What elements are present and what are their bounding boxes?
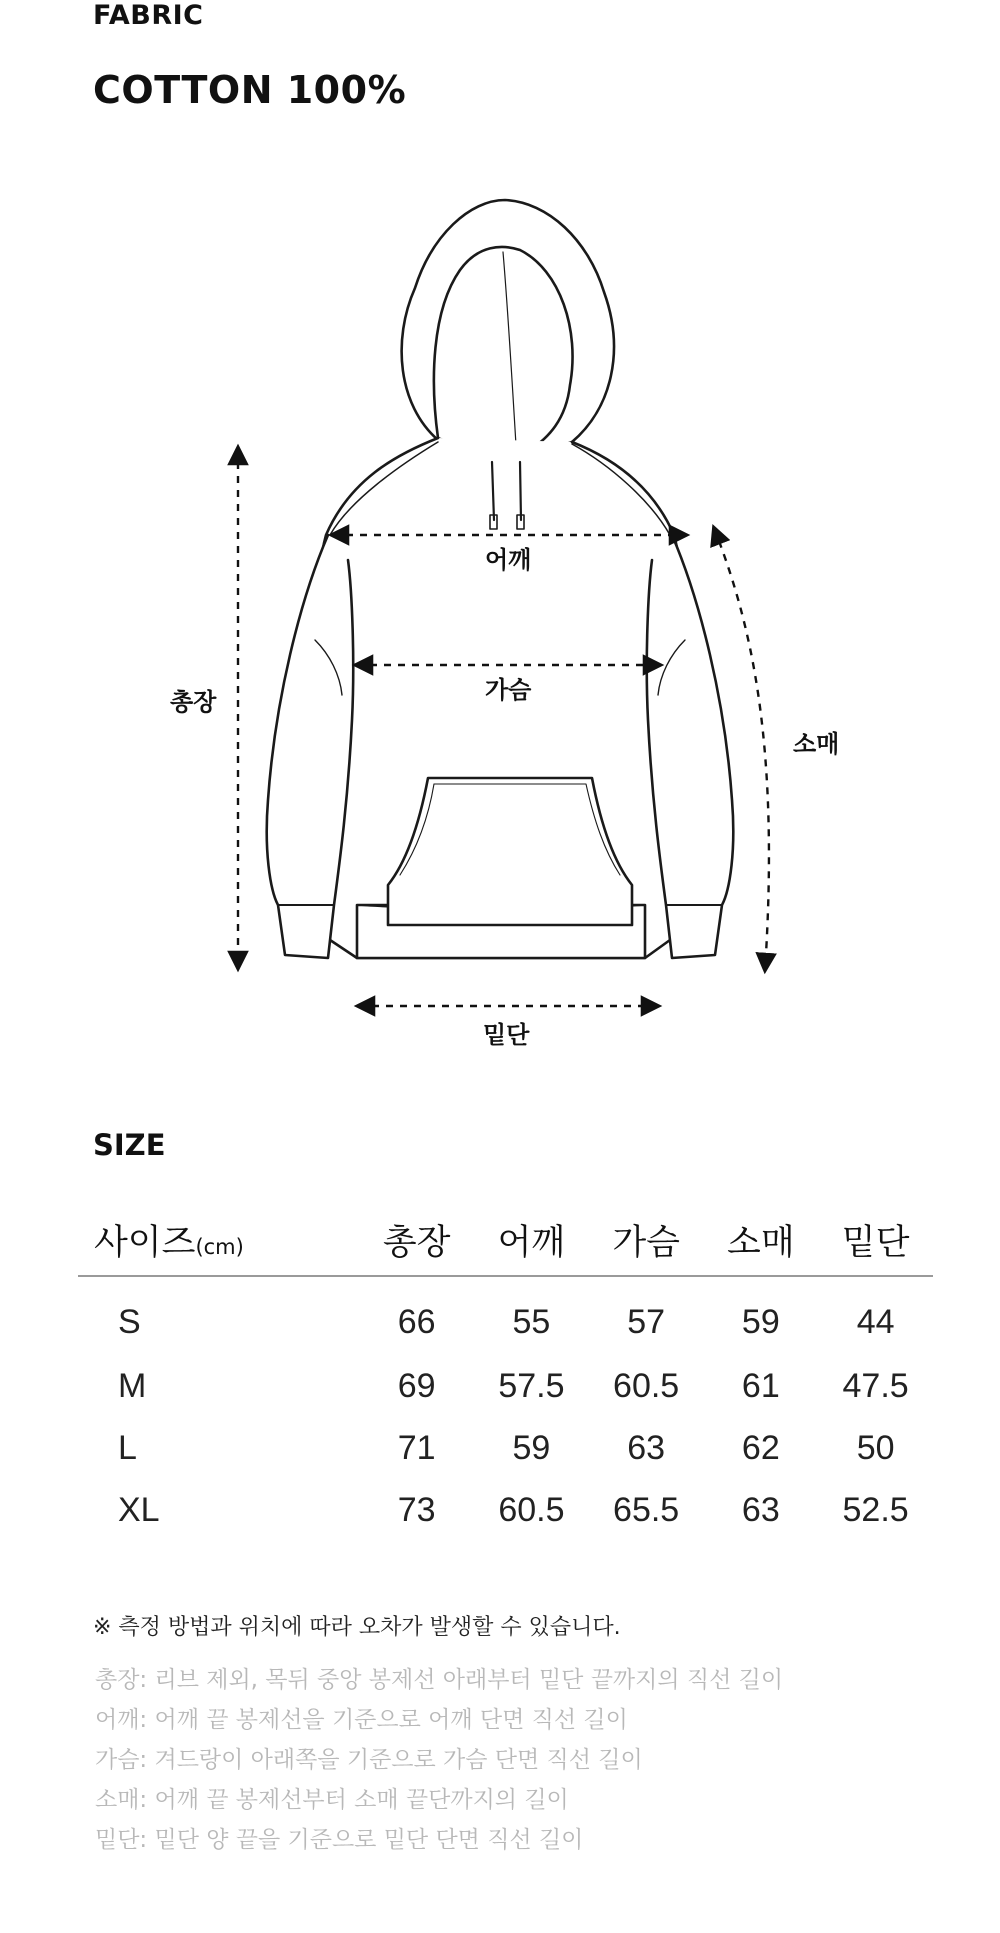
- value-cell: 55: [512, 1302, 551, 1341]
- total-length-label: 총장: [170, 688, 217, 716]
- size-table: [78, 1205, 933, 1541]
- value-cell: 69: [397, 1366, 436, 1405]
- value-cell: 52.5: [842, 1490, 909, 1529]
- value-cell: 62: [741, 1428, 780, 1467]
- table-row: [78, 1417, 933, 1479]
- value-cell: 57.5: [498, 1366, 565, 1405]
- shoulder-label: 어깨: [485, 546, 532, 574]
- value-cell: 47.5: [842, 1366, 909, 1405]
- hem-label: 밑단: [483, 1021, 530, 1049]
- size-cell: XL: [118, 1490, 160, 1529]
- size-section-title: SIZE: [93, 1128, 166, 1162]
- value-cell: 60.5: [613, 1366, 680, 1405]
- size-cell: M: [118, 1366, 147, 1405]
- sleeve-label: 소매: [793, 730, 840, 758]
- hoodie-illustration: [267, 200, 734, 958]
- size-table-header: [78, 1205, 933, 1276]
- note-item: 가슴: 겨드랑이 아래쪽을 기준으로 가슴 단면 직선 길이: [95, 1747, 643, 1773]
- value-cell: 44: [856, 1302, 895, 1341]
- value-cell: 66: [397, 1302, 436, 1341]
- note-item: 밑단: 밑단 양 끝을 기준으로 밑단 단면 직선 길이: [95, 1827, 584, 1853]
- value-cell: 50: [856, 1428, 895, 1467]
- value-cell: 63: [627, 1428, 666, 1467]
- value-cell: 59: [741, 1302, 780, 1341]
- value-cell: 57: [627, 1302, 666, 1341]
- hoodie-measurement-diagram: [0, 180, 1000, 1060]
- chest-label: 가슴: [485, 676, 532, 704]
- note-item: 어깨: 어깨 끝 봉제선을 기준으로 어깨 단면 직선 길이: [95, 1707, 628, 1733]
- note-item: 소매: 어깨 끝 봉제선부터 소매 끝단까지의 길이: [95, 1787, 569, 1813]
- unit-label: (cm): [195, 1235, 244, 1259]
- column-header: 소매: [703, 1205, 818, 1276]
- column-header: 가슴: [589, 1205, 704, 1276]
- table-row: [78, 1479, 933, 1541]
- value-cell: 63: [741, 1490, 780, 1529]
- size-cell: S: [118, 1302, 141, 1341]
- column-header: 밑단: [818, 1205, 933, 1276]
- table-row: [78, 1355, 933, 1417]
- value-cell: 71: [397, 1428, 436, 1467]
- measurement-notes: [95, 1660, 783, 1860]
- size-column-header: 사이즈(cm): [78, 1205, 359, 1276]
- value-cell: 73: [397, 1490, 436, 1529]
- fabric-value: COTTON 100%: [93, 68, 407, 112]
- value-cell: 65.5: [613, 1490, 680, 1529]
- value-cell: 61: [741, 1366, 780, 1405]
- note-item: 총장: 리브 제외, 목뒤 중앙 봉제선 아래부터 밑단 끝까지의 직선 길이: [95, 1667, 784, 1693]
- value-cell: 59: [512, 1428, 551, 1467]
- measurement-disclaimer: ※ 측정 방법과 위치에 따라 오차가 발생할 수 있습니다.: [93, 1615, 621, 1640]
- table-row: [78, 1276, 933, 1355]
- size-cell: L: [118, 1428, 137, 1467]
- column-header: 어깨: [474, 1205, 589, 1276]
- value-cell: 60.5: [498, 1490, 565, 1529]
- fabric-label: FABRIC: [93, 0, 204, 31]
- column-header: 총장: [359, 1205, 474, 1276]
